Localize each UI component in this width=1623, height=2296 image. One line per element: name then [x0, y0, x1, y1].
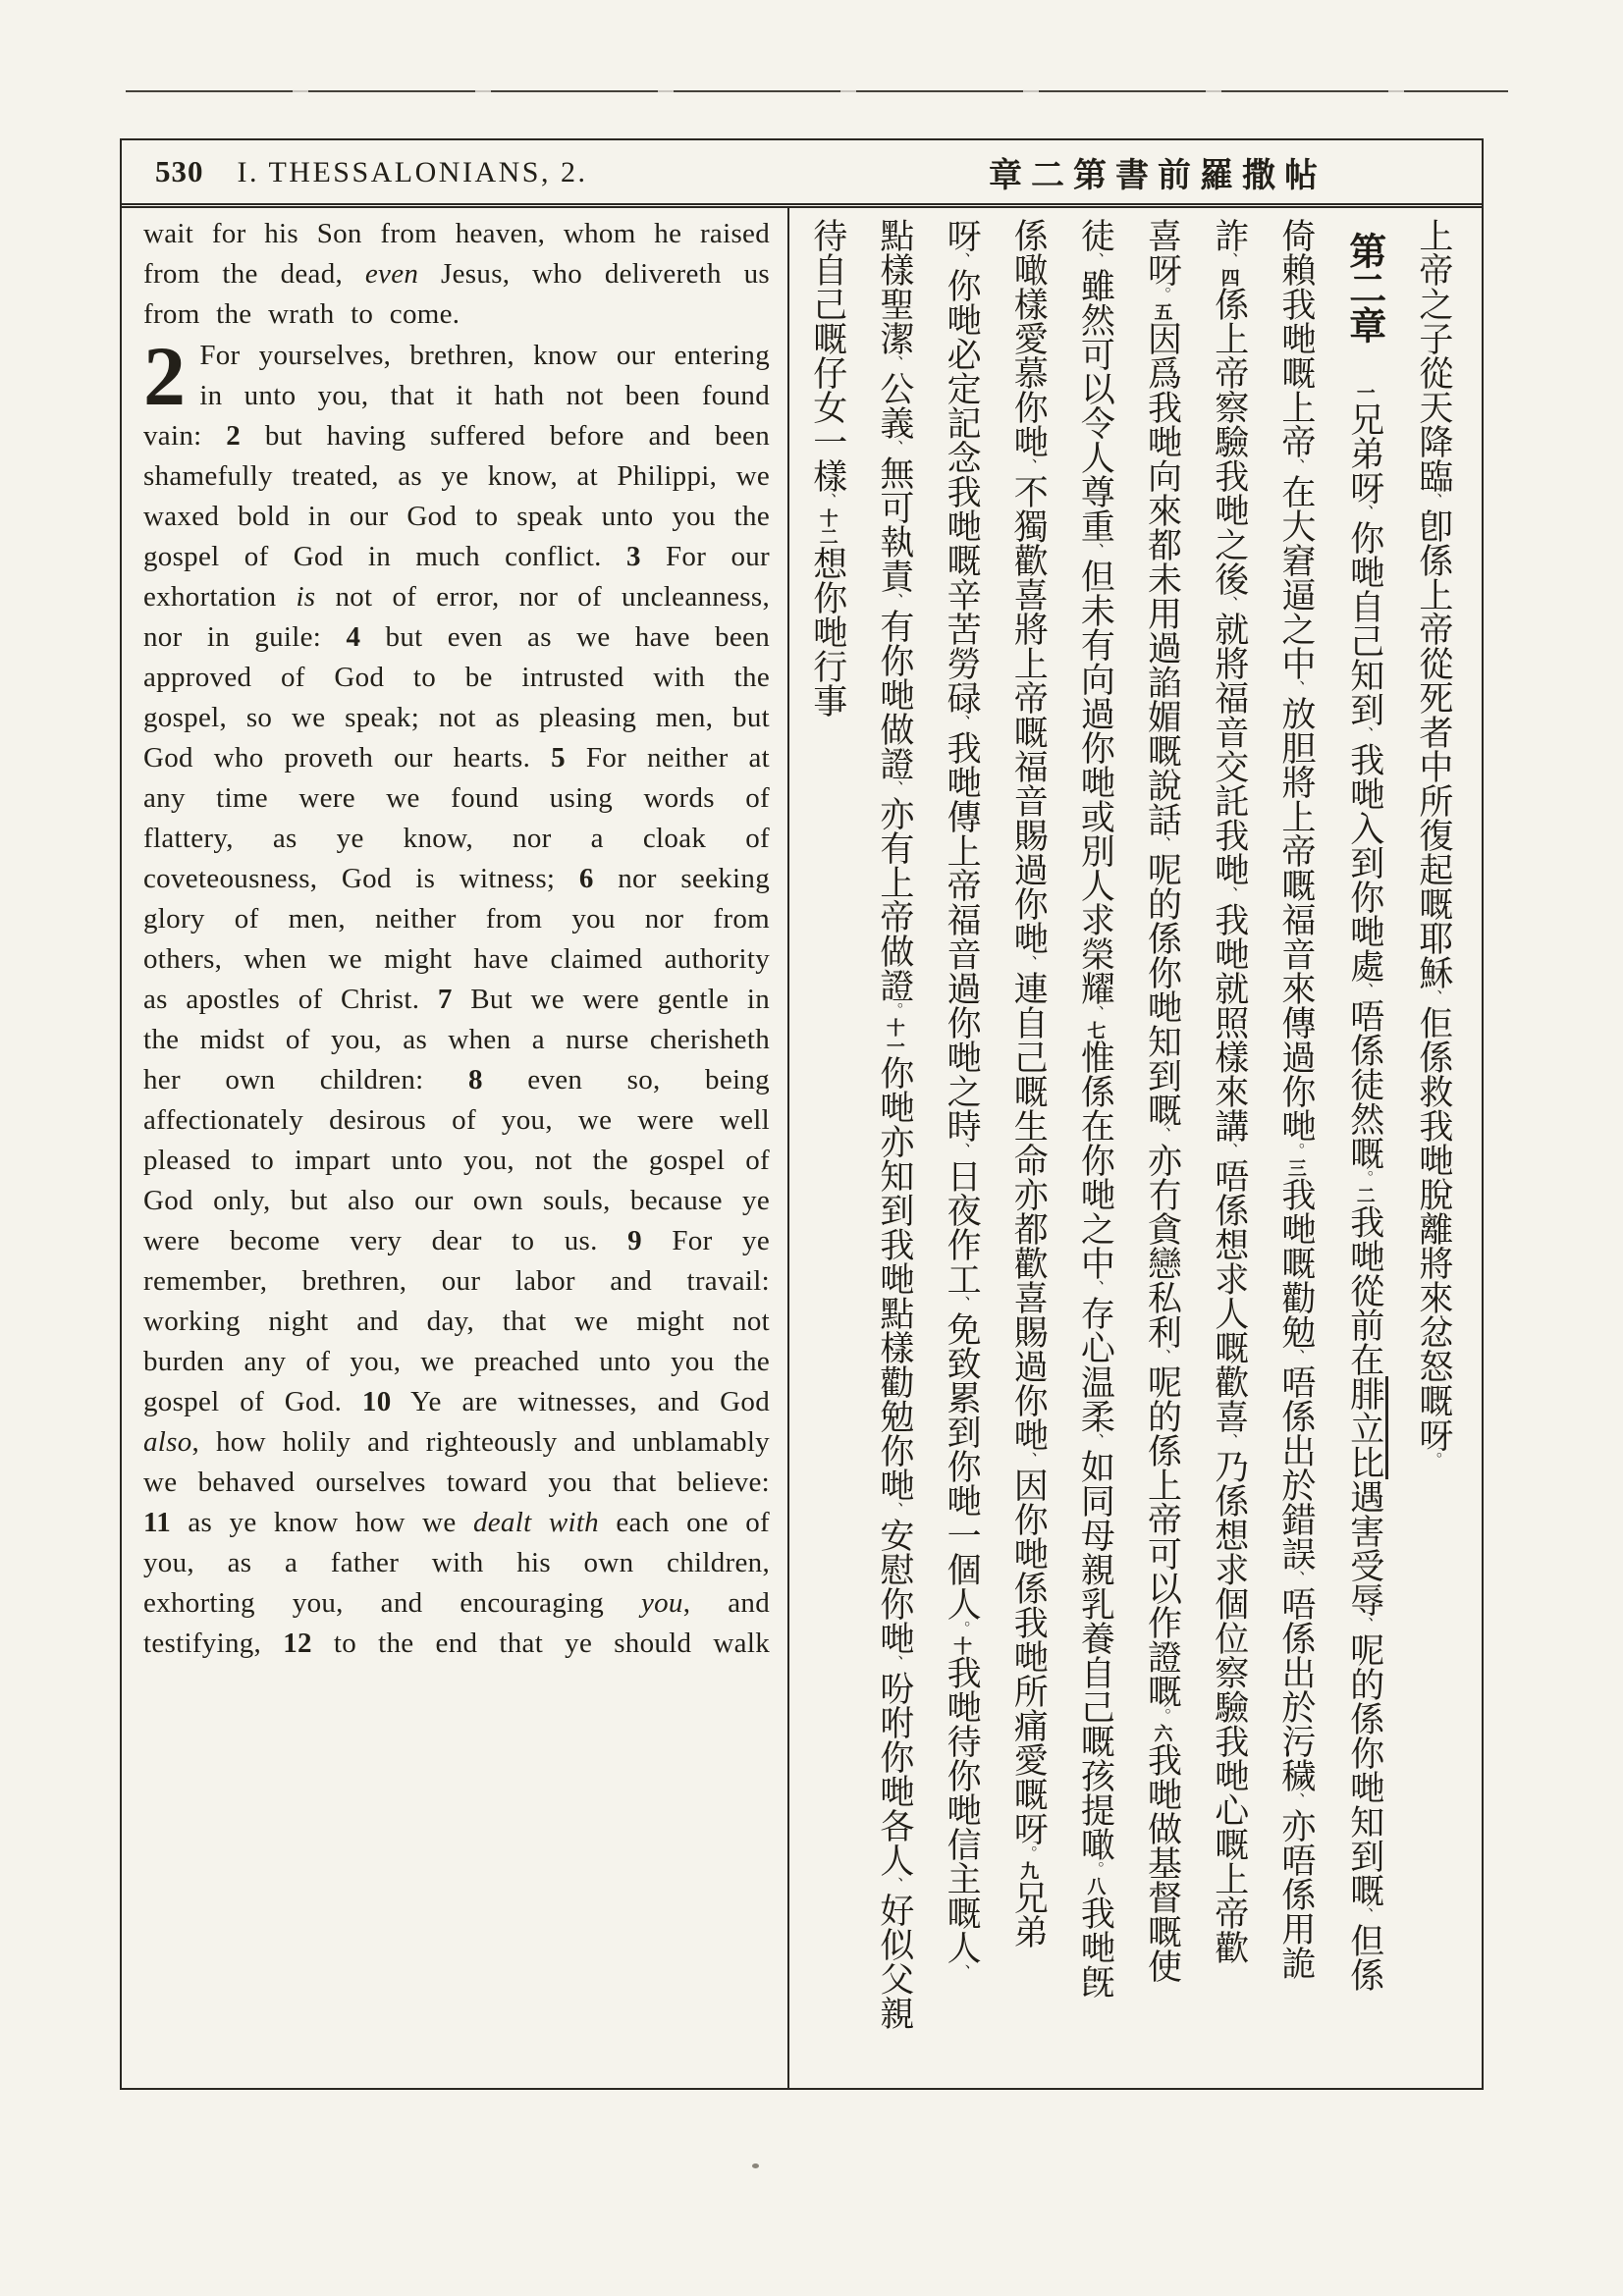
header-left	[122, 154, 834, 189]
verse-number: 11	[143, 1507, 171, 1538]
text-run: 有你哋做證	[874, 609, 914, 780]
verse-number-marker: 七	[1084, 1021, 1107, 1040]
text-run: 惟係在你哋之中	[1075, 1040, 1115, 1280]
text-run: 徒	[1075, 218, 1115, 252]
page-header	[122, 140, 1482, 208]
punctuation-mark: 、	[1286, 1792, 1306, 1808]
punctuation-mark: 、	[1019, 955, 1039, 971]
punctuation-mark: 、	[1219, 886, 1239, 902]
text-run: 因爲我哋向來都未用過諂媚嘅說話	[1142, 321, 1182, 836]
punctuation-mark: 、	[1086, 1005, 1106, 1021]
verse-number: 7	[437, 984, 453, 1015]
text-run: For our exhortation	[143, 541, 770, 613]
verse-number-marker: 六	[1151, 1724, 1173, 1742]
text-run: each one of you, as a father with his own children, exhorting you, and encouraging	[143, 1507, 770, 1619]
text-run: 呀	[942, 218, 982, 252]
italic-word: you	[640, 1587, 683, 1619]
text-run: 我哋從前在	[1344, 1204, 1384, 1376]
verse-number-marker: 一	[1353, 383, 1376, 401]
text-run: wait for his Son from heaven, whom he raised from the dead,	[143, 218, 770, 290]
text-run: , how holily and righteously and unblamably we behaved ourselves toward you that believe:	[143, 1426, 770, 1498]
text-run: 在大窘逼之中	[1275, 474, 1316, 680]
text-run: 存心温柔	[1075, 1296, 1115, 1433]
punctuation-mark: 、	[1424, 493, 1443, 508]
text-run: 你哋亦知到我哋點樣勸勉你哋	[874, 1055, 914, 1502]
verse-number-marker: 十	[950, 1636, 973, 1655]
verse-number-marker: 二	[1353, 1186, 1376, 1204]
punctuation-mark: 。	[1286, 1143, 1306, 1158]
punctuation-mark: 。	[1424, 1452, 1443, 1468]
text-run: 雖然可以令人尊重	[1075, 268, 1115, 543]
text-run: 呢的係你哋知到嘅	[1142, 852, 1182, 1127]
punctuation-mark: 。	[885, 1002, 904, 1018]
verse-number: 2	[226, 420, 242, 452]
punctuation-mark: 、	[952, 1296, 972, 1311]
text-run: 我哋待你哋信主嘅人	[942, 1655, 982, 1964]
punctuation-mark: 、	[1019, 1452, 1039, 1468]
english-paragraph	[143, 214, 770, 335]
text-run: 腓立比	[1344, 1376, 1384, 1479]
punctuation-mark: 。	[1355, 1170, 1375, 1186]
punctuation-mark: 、	[1086, 1433, 1106, 1449]
chinese-vertical-column	[1073, 218, 1116, 2082]
punctuation-mark: 、	[1153, 1127, 1172, 1143]
punctuation-mark: 、	[1153, 836, 1172, 852]
chinese-vertical-column	[1207, 218, 1250, 2082]
text-run: For ye remember, brethren, our labor and travail: working night and day, that we might not burden any of you, we preached unto you the gospel of God.	[143, 1225, 770, 1417]
page-top-rule	[126, 90, 1508, 92]
verse-number: 12	[283, 1628, 312, 1659]
punctuation-mark: 、	[1286, 1571, 1306, 1586]
text-run: 乃係想求個位察驗我哋心嘅上帝歡	[1209, 1449, 1249, 1964]
text-run: 連自己嘅生命亦都歡喜賜過你哋	[1008, 971, 1049, 1452]
punctuation-mark: 、	[1355, 726, 1375, 742]
verse-number: 4	[346, 621, 361, 653]
scan-speck	[752, 2163, 759, 2168]
text-run: 唔係徒然嘅	[1344, 998, 1384, 1170]
text-run: 佢係救我哋脫離將來忿怒嘅呀	[1413, 1005, 1453, 1452]
text-run: 但未有向過你哋或別人求榮耀	[1075, 559, 1115, 1005]
page-number: 530	[155, 154, 204, 188]
verse-number-marker: 八	[1084, 1877, 1107, 1896]
punctuation-mark: 、	[1355, 1907, 1375, 1923]
punctuation-mark: 、	[952, 1964, 972, 1980]
chinese-vertical-column	[1005, 218, 1049, 2082]
punctuation-mark: 、	[1219, 1433, 1239, 1449]
text-run: 我哋嘅勸勉	[1275, 1177, 1316, 1349]
italic-word: also	[143, 1426, 192, 1458]
text-run: 係上帝察驗我哋之後	[1209, 287, 1249, 596]
verse-number: 8	[467, 1064, 483, 1095]
chinese-vertical-column	[1411, 218, 1454, 2082]
punctuation-mark: 、	[1355, 1617, 1375, 1632]
punctuation-mark: 、	[885, 593, 904, 609]
verse-number-marker: 五	[1151, 302, 1173, 321]
verse-number: 5	[551, 742, 566, 774]
text-run: 不獨歡喜將上帝嘅福音賜過你哋	[1008, 474, 1049, 955]
punctuation-mark: 、	[1424, 989, 1443, 1005]
text-run: 喜呀	[1142, 218, 1182, 287]
text-run: Jesus, who delivereth us from the wrath to come.	[143, 258, 770, 330]
text-run: even so, being affectionately desirous of you, we were well pleased to impart unto you, not the gospel of God only, but also our own souls, because ye were become very dear to us.	[143, 1064, 770, 1256]
english-text-column	[122, 208, 787, 2090]
text-run: 安慰你哋	[874, 1518, 914, 1655]
english-paragraph	[143, 329, 770, 1664]
punctuation-mark: 。	[1086, 1861, 1106, 1877]
text-run: 唔係出於錯誤	[1275, 1364, 1316, 1571]
punctuation-mark: 、	[1153, 1349, 1172, 1364]
punctuation-mark: 、	[885, 440, 904, 455]
chinese-vertical-column	[872, 218, 915, 2082]
punctuation-mark: 、	[885, 355, 904, 371]
text-run: , and testifying,	[143, 1587, 770, 1659]
text-run: nor seeking glory of men, neither from you nor from others, when we might have claimed authority as apostles of Christ.	[143, 863, 770, 1015]
text-run: 唔係想求人嘅歡喜	[1209, 1158, 1249, 1433]
text-run: Ye are witnesses, and God	[391, 1386, 770, 1417]
text-run: 放胆將上帝嘅福音來傳過你哋	[1275, 696, 1316, 1143]
punctuation-mark: 、	[1219, 596, 1239, 612]
punctuation-mark: 、	[818, 493, 838, 508]
text-run: 上帝之子從天降臨	[1413, 218, 1453, 493]
punctuation-mark: 、	[885, 1502, 904, 1518]
verse-number-marker: 九	[1017, 1861, 1040, 1880]
text-run: 我哋傳上帝福音過你哋之時	[942, 730, 982, 1143]
text-run: 詐	[1209, 218, 1249, 252]
verse-number: 10	[361, 1386, 392, 1417]
text-run: 亦冇貪戀私利	[1142, 1143, 1182, 1349]
chinese-text-area	[787, 208, 1482, 2090]
chapter-heading: 第二章	[1342, 232, 1386, 344]
page-body	[122, 208, 1482, 2090]
text-run: For neither at any time were we found using words of flattery, as ye know, nor a cloak of coveteousness, God is witness;	[143, 742, 770, 894]
text-run: 好似父親	[874, 1893, 914, 2030]
proper-noun-mark	[1345, 1376, 1388, 1479]
punctuation-mark: 、	[1355, 505, 1375, 520]
punctuation-mark: 、	[952, 252, 972, 268]
italic-word: dealt with	[472, 1507, 599, 1538]
text-run: 唔係出於污穢	[1275, 1586, 1316, 1792]
punctuation-mark: 。	[1019, 1845, 1039, 1861]
punctuation-mark: 、	[1086, 543, 1106, 559]
text-run: 吩咐你哋各人	[874, 1671, 914, 1877]
text-run: 我哋旣	[1075, 1896, 1115, 1999]
punctuation-mark: 、	[1286, 1349, 1306, 1364]
chinese-vertical-column	[1340, 218, 1387, 2082]
text-run: 兄弟呀	[1344, 401, 1384, 505]
text-run: 就將福音交託我哋	[1209, 612, 1249, 886]
verse-number: 3	[625, 541, 641, 572]
text-run: 亦有上帝做證	[874, 796, 914, 1002]
text-run: but even as we have been approved of God to be intrusted with the gospel, so we speak; not as pleasing men, but God who proveth our hearts.	[143, 621, 770, 774]
punctuation-mark: 、	[1019, 458, 1039, 474]
punctuation-mark: 、	[885, 1877, 904, 1893]
page-frame	[120, 138, 1484, 2090]
text-run: 卽係上帝從死者中所復起嘅耶穌	[1413, 508, 1453, 989]
punctuation-mark: 、	[885, 780, 904, 796]
text-run: 但係	[1344, 1923, 1384, 1992]
text-run: 我哋入到你哋處	[1344, 742, 1384, 983]
text-run: 待自己嘅仔女一樣	[807, 218, 847, 493]
text-run: 呢的係你哋知到嘅	[1344, 1632, 1384, 1907]
punctuation-mark: 。	[952, 1621, 972, 1636]
punctuation-mark: 、	[1219, 1143, 1239, 1158]
text-run: 我哋做基督嘅使	[1142, 1742, 1182, 1983]
punctuation-mark: 、	[1286, 680, 1306, 696]
text-run: 日夜作工	[942, 1158, 982, 1296]
chinese-vertical-column	[805, 218, 848, 2082]
punctuation-mark: 、	[1219, 252, 1239, 268]
punctuation-mark: 、	[1086, 1280, 1106, 1296]
chapter-drop-cap: 2	[143, 329, 187, 423]
text-run: 倚賴我哋嘅上帝	[1275, 218, 1316, 458]
running-title-chinese: 章二第書前羅撒帖	[989, 155, 1326, 195]
text-run: 點樣聖潔	[874, 218, 914, 355]
punctuation-mark: 、	[1286, 458, 1306, 474]
punctuation-mark: 、	[952, 1143, 972, 1158]
text-run: 係噉樣愛慕你哋	[1008, 218, 1049, 458]
punctuation-mark: 、	[885, 1655, 904, 1671]
punctuation-mark: 、	[1355, 983, 1375, 998]
text-run: 想你哋行事	[807, 546, 847, 718]
running-title-english: I. THESSALONIANS, 2.	[237, 156, 588, 188]
verse-number: 6	[578, 863, 594, 894]
text-run: 因你哋係我哋所痛愛嘅呀	[1008, 1468, 1049, 1845]
text-run: but having suffered before and been shamefully treated, as ye know, at Philippi, we waxed bold in our God to speak unto you the gospel of God in much conflict.	[143, 420, 770, 572]
text-run: 如同母親乳養自己嘅孩提噉	[1075, 1449, 1115, 1861]
text-run: 遇害受辱	[1344, 1479, 1384, 1617]
text-run: 呢的係上帝可以作證嘅	[1142, 1364, 1182, 1708]
punctuation-mark: 、	[1086, 252, 1106, 268]
chinese-vertical-column	[1140, 218, 1183, 2082]
text-run: For yourselves, brethren, know our entering in unto you, that it hath not been found vain:	[143, 340, 770, 452]
text-run: 公義	[874, 371, 914, 440]
punctuation-mark: 。	[1153, 1708, 1172, 1724]
verse-number-marker: 四	[1217, 268, 1240, 287]
text-run: to the end that ye should walk	[311, 1628, 770, 1659]
text-run: 我哋就照樣來講	[1209, 902, 1249, 1143]
text-run: 免致累到你哋一個人	[942, 1311, 982, 1621]
chinese-vertical-column	[939, 218, 982, 2082]
text-run: 你哋必定記念我哋嘅辛苦勞碌	[942, 268, 982, 715]
punctuation-mark: 、	[952, 715, 972, 730]
italic-word: is	[296, 581, 316, 613]
text-run: 無可執責	[874, 455, 914, 593]
verse-number-marker: 十一	[883, 1018, 905, 1055]
text-run: 亦唔係用詭	[1275, 1808, 1316, 1980]
text-run: 你哋自己知到	[1344, 520, 1384, 726]
text-run: But we were gentle in the midst of you, as when a nurse cherisheth her own children:	[143, 984, 770, 1095]
verse-number-marker: 三	[1284, 1158, 1307, 1177]
punctuation-mark: 。	[1153, 287, 1172, 302]
text-run: not of error, nor of uncleanness, nor in guile:	[143, 581, 770, 653]
chinese-vertical-column	[1273, 218, 1317, 2082]
text-run: 兄弟	[1008, 1880, 1049, 1949]
verse-number: 9	[627, 1225, 642, 1256]
text-run: as ye know how we	[171, 1507, 473, 1538]
italic-word: even	[364, 258, 419, 290]
verse-number-marker: 十二	[816, 508, 839, 546]
